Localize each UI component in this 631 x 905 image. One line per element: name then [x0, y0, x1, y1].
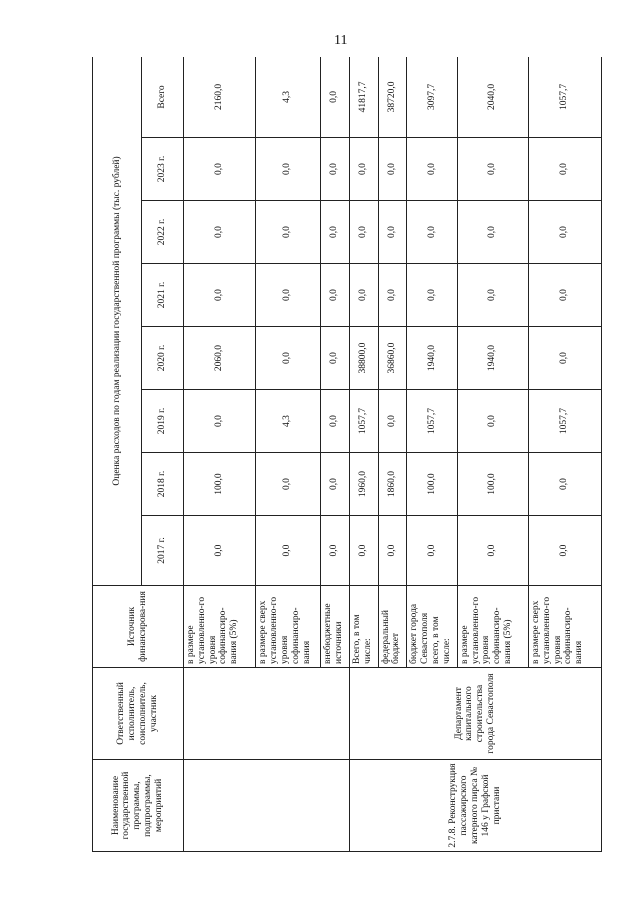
- source-cell: федеральный бюджет: [378, 586, 407, 668]
- source-cell: внебюджетные источники: [320, 586, 349, 668]
- value-cell: 0,0: [349, 138, 378, 201]
- source-cell: в размере установленно-го уровня софинансиро-вания (5%): [457, 586, 528, 668]
- executor-name: Департамент капитального строительства города Севастополя: [349, 668, 601, 760]
- header-name: Наименование государственной программы, подпрограммы, мероприятий: [93, 760, 184, 852]
- year-header: 2018 г.: [142, 453, 183, 516]
- table-row: [349, 57, 378, 852]
- value-cell: 2060,0: [183, 327, 255, 390]
- source-cell: в размере сверх установленно-го уровня софинансиро-вания: [255, 586, 320, 668]
- value-cell: 38800,0: [349, 327, 378, 390]
- header-row: [93, 57, 142, 852]
- value-cell: 0,0: [528, 327, 601, 390]
- year-header: 2022 г.: [142, 201, 183, 264]
- year-header: 2023 г.: [142, 138, 183, 201]
- value-cell: 0,0: [457, 201, 528, 264]
- value-cell: 0,0: [407, 138, 457, 201]
- financing-table: [92, 57, 602, 852]
- value-cell: 0,0: [320, 327, 349, 390]
- value-cell: 100,0: [457, 453, 528, 516]
- value-cell: 0,0: [183, 264, 255, 327]
- total-header: Всего: [142, 57, 183, 138]
- value-cell: 100,0: [407, 453, 457, 516]
- total-cell: 3097,7: [407, 57, 457, 138]
- value-cell: 0,0: [457, 516, 528, 586]
- name-cell-empty: [183, 760, 349, 852]
- value-cell: 0,0: [320, 138, 349, 201]
- rotated-table-inner: [92, 57, 602, 852]
- value-cell: 0,0: [407, 201, 457, 264]
- header-source: Источник финансирова-ния: [93, 586, 184, 668]
- total-cell: 38720,0: [378, 57, 407, 138]
- total-cell: 2040,0: [457, 57, 528, 138]
- value-cell: 0,0: [320, 390, 349, 453]
- value-cell: 0,0: [528, 201, 601, 264]
- value-cell: 0,0: [320, 453, 349, 516]
- value-cell: 1940,0: [457, 327, 528, 390]
- value-cell: 0,0: [349, 264, 378, 327]
- value-cell: 0,0: [183, 201, 255, 264]
- year-header: 2019 г.: [142, 390, 183, 453]
- total-cell: 1057,7: [528, 57, 601, 138]
- value-cell: 0,0: [407, 516, 457, 586]
- value-cell: 0,0: [255, 264, 320, 327]
- value-cell: 1057,7: [528, 390, 601, 453]
- value-cell: 0,0: [528, 138, 601, 201]
- year-header: 2017 г.: [142, 516, 183, 586]
- page-number: 11: [334, 33, 348, 48]
- table-row: [183, 57, 255, 852]
- value-cell: 0,0: [320, 516, 349, 586]
- value-cell: 0,0: [320, 201, 349, 264]
- value-cell: 0,0: [528, 453, 601, 516]
- value-cell: 0,0: [457, 264, 528, 327]
- total-cell: 2160,0: [183, 57, 255, 138]
- value-cell: 0,0: [255, 138, 320, 201]
- value-cell: 0,0: [255, 516, 320, 586]
- value-cell: 36860,0: [378, 327, 407, 390]
- value-cell: 1940,0: [407, 327, 457, 390]
- value-cell: 0,0: [378, 138, 407, 201]
- value-cell: 0,0: [255, 327, 320, 390]
- value-cell: 1860,0: [378, 453, 407, 516]
- total-cell: 0,0: [320, 57, 349, 138]
- value-cell: 0,0: [255, 453, 320, 516]
- year-header: 2021 г.: [142, 264, 183, 327]
- total-cell: 41817,7: [349, 57, 378, 138]
- value-cell: 0,0: [378, 390, 407, 453]
- value-cell: 0,0: [528, 264, 601, 327]
- value-cell: 0,0: [183, 138, 255, 201]
- value-cell: 4,3: [255, 390, 320, 453]
- value-cell: 0,0: [183, 390, 255, 453]
- value-cell: 0,0: [457, 390, 528, 453]
- rotated-table-container: [92, 57, 602, 852]
- source-cell: в размере сверх установленно-го уровня софинансиро-вания: [528, 586, 601, 668]
- header-executor: Ответственный исполнитель, соисполнитель, участник: [93, 668, 184, 760]
- total-cell: 4,3: [255, 57, 320, 138]
- value-cell: 0,0: [457, 138, 528, 201]
- measure-name: 2.7.8. Реконструкция пассажирского катерного пирса № 146 у Графской пристани: [349, 760, 601, 852]
- value-cell: 0,0: [349, 201, 378, 264]
- value-cell: 0,0: [183, 516, 255, 586]
- source-cell: Всего, в том числе:: [349, 586, 378, 668]
- source-cell: бюджет города Севастополя всего, в том числе:: [407, 586, 457, 668]
- value-cell: 0,0: [255, 201, 320, 264]
- value-cell: 1960,0: [349, 453, 378, 516]
- value-cell: 1057,7: [349, 390, 378, 453]
- executor-cell-empty: [183, 668, 349, 760]
- value-cell: 1057,7: [407, 390, 457, 453]
- value-cell: 0,0: [349, 516, 378, 586]
- value-cell: 0,0: [378, 516, 407, 586]
- value-cell: 0,0: [378, 264, 407, 327]
- value-cell: 0,0: [378, 201, 407, 264]
- value-cell: 100,0: [183, 453, 255, 516]
- value-cell: 0,0: [528, 516, 601, 586]
- header-estimate: Оценка расходов по годам реализации государственной программы (тыс. рублей): [93, 57, 142, 586]
- value-cell: 0,0: [407, 264, 457, 327]
- year-header: 2020 г.: [142, 327, 183, 390]
- source-cell: в размере установленно-го уровня софинансиро-вания (5%): [183, 586, 255, 668]
- value-cell: 0,0: [320, 264, 349, 327]
